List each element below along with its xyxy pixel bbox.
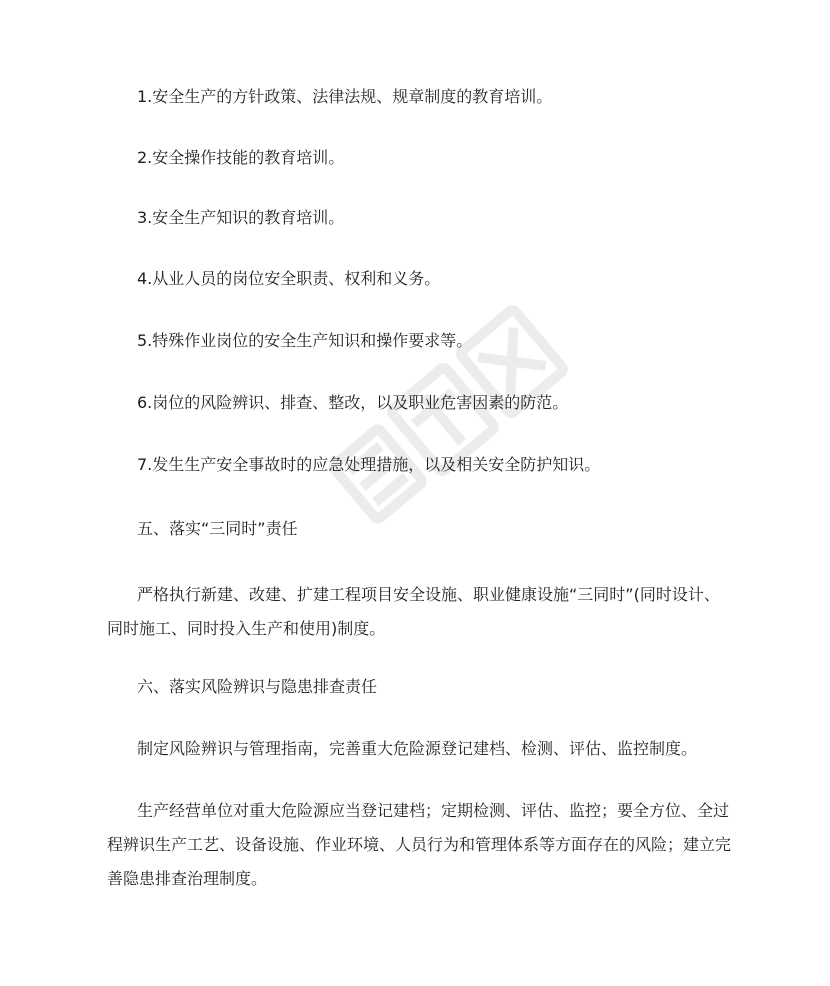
list-item-4: 4.从业人员的岗位安全职责、权利和义务。 (137, 269, 441, 288)
section-6-paragraph-2-line-3: 善隐患排查治理制度。 (107, 869, 268, 888)
section-6-heading: 六、落实风险辨识与隐患排查责任 (137, 677, 378, 696)
list-item-3: 3.安全生产知识的教育培训。 (137, 208, 345, 227)
list-item-5: 5.特殊作业岗位的安全生产知识和操作要求等。 (137, 331, 473, 350)
section-6-paragraph-2-line-1: 生产经营单位对重大危险源应当登记建档；定期检测、评估、监控；要全方位、全过 (137, 801, 730, 820)
list-item-7: 7.发生生产安全事故时的应急处理措施，以及相关安全防护知识。 (137, 455, 601, 474)
section-5-paragraph-line-2: 同时施工、同时投入生产和使用)制度。 (107, 619, 386, 638)
section-5-heading: 五、落实“三同时”责任 (137, 519, 298, 538)
section-6-paragraph-1: 制定风险辨识与管理指南，完善重大危险源登记建档、检测、评估、监控制度。 (137, 739, 698, 758)
list-item-2: 2.安全操作技能的教育培训。 (137, 148, 345, 167)
section-5-paragraph-line-1: 严格执行新建、改建、扩建工程项目安全设施、职业健康设施“三同时”(同时设计、 (137, 585, 720, 604)
list-item-6: 6.岗位的风险辨识、排查、整改，以及职业危害因素的防范。 (137, 393, 569, 412)
section-6-paragraph-2-line-2: 程辨识生产工艺、设备设施、作业环境、人员行为和管理体系等方面存在的风险；建立完 (107, 835, 732, 854)
list-item-1: 1.安全生产的方针政策、法律法规、规章制度的教育培训。 (137, 87, 553, 106)
